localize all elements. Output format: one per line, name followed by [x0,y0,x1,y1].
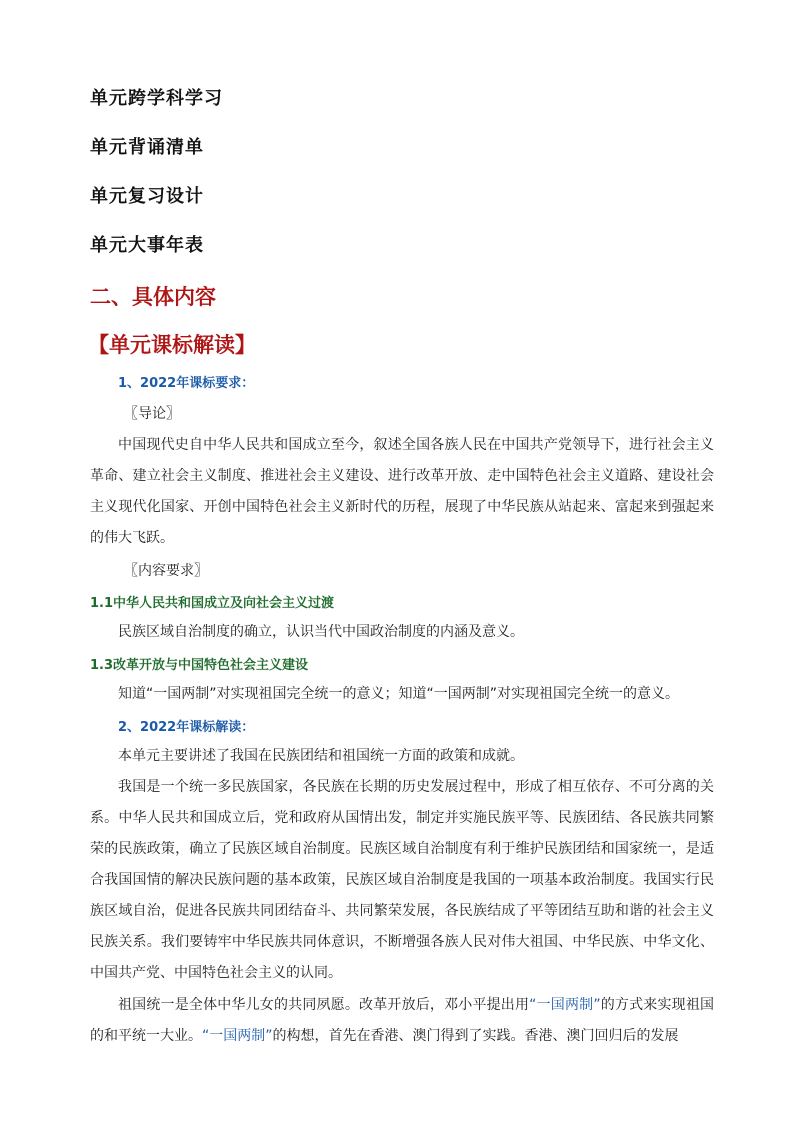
section-title: 二、具体内容 [90,284,216,309]
intro-paragraph: 中国现代史自中华人民共和国成立至今，叙述全国各族人民在中国共产党领导下，进行社会主义革命、建立社会主义制度、推进社会主义建设、进行改革开放、走中国特色社会主义道路、建设社会主义现代化国家、开创中国特色社会主义新时代的历程，展现了中华民族从站起来、富起来到强起来的伟大飞跃。 [90,437,714,546]
one-country-two-systems-term: “一国两制” [202,1028,273,1044]
unit-standard-heading: 【单元课标解读】 [88,332,256,357]
toc-item-recitation-list: 单元背诵清单 [90,137,204,158]
intro-label: 〖导论〗 [124,406,180,422]
ethnic-policy-paragraph: 我国是一个统一多民族国家，各民族在长期的历史发展过程中，形成了相互依存、不可分离的关系。中华人民共和国成立后，党和政府从国情出发，制定并实施民族平等、民族团结、各民族共同繁荣的民族政策，确立了民族区域自治制度。民族区域自治制度有利于维护民族团结和国家统一，是适合我国国情的解决民族问题的基本政策，民族区域自治制度是我国的一项基本政治制度。我国实行民族区域自治，促进各民族共同团结奋斗、共同繁荣发展，各民族结成了平等团结互助和谐的社会主义民族关系。我们要铸牢中华民族共同体意识，不断增强各族人民对伟大祖国、中华民族、中华文化、中国共产党、中国特色社会主义的认同。 [90,779,714,981]
requirement-1-3-text: 知道“一国两制”对实现祖国完全统一的意义；知道“一国两制”对实现祖国完全统一的意义。 [118,686,680,702]
reunification-text-c: 的方式来实现祖国的和平统一大业。 [90,997,715,1044]
toc-item-chronology: 单元大事年表 [90,235,204,256]
standard-interpretation-heading: 2、2022年课标解读： [118,720,255,735]
toc-item-review-design: 单元复习设计 [90,186,204,207]
requirement-1-1-title: 1.1中华人民共和国成立及向社会主义过渡 [90,596,335,611]
requirement-1-1-text: 民族区域自治制度的确立，认识当代中国政治制度的内涵及意义。 [118,624,524,640]
summary-paragraph: 本单元主要讲述了我国在民族团结和祖国统一方面的政策和成就。 [118,748,524,764]
toc-item-interdisciplinary: 单元跨学科学习 [90,88,223,109]
one-country-two-systems-term: “一国两制” [529,997,601,1013]
reunification-paragraph [90,990,714,1052]
reunification-text-a: 祖国统一是全体中华儿女的共同夙愿。改革开放后，邓小平提出用 [118,997,530,1013]
standard-requirements-heading: 1、2022年课标要求： [118,376,255,391]
reunification-text-e: 的构想，首先在香港、澳门得到了实践。香港、澳门回归后的发展 [272,1028,679,1044]
requirement-1-3-title: 1.3改革开放与中国特色社会主义建设 [90,658,309,673]
content-requirements-label: 〖内容要求〗 [124,563,208,579]
